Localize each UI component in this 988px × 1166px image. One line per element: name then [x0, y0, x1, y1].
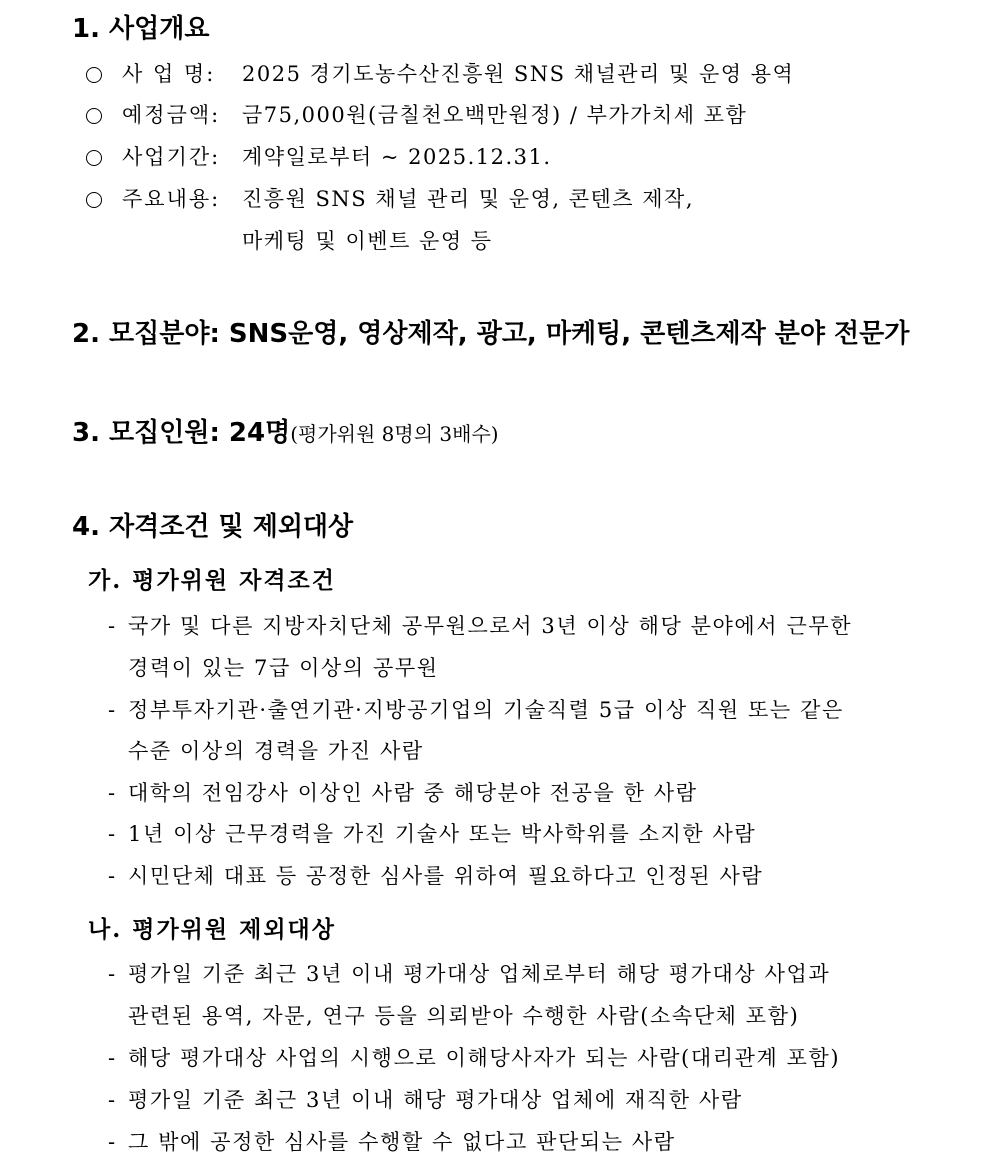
section2-heading: 2. 모집분야: SNS운영, 영상제작, 광고, 마케팅, 콘텐츠제작 분야 전문가 [72, 319, 910, 349]
dash-bullet: - [108, 864, 116, 888]
overview-value: 2025 경기도농수산진흥원 SNS 채널관리 및 운영 용역 [242, 62, 795, 86]
section4-heading: 4. 자격조건 및 제외대상 [72, 512, 354, 542]
list-item-text: 평가일 기준 최근 3년 이내 해당 평가대상 업체에 재직한 사람 [128, 1088, 743, 1112]
dash-bullet: - [108, 1088, 116, 1112]
section3-note: (평가위원 8명의 3배수) [290, 422, 499, 446]
list-item-text: 해당 평가대상 사업의 시행으로 이해당사자가 되는 사람(대리관계 포함) [128, 1046, 841, 1070]
overview-label: 주요내용: [122, 187, 221, 211]
list-item-text: 그 밖에 공정한 심사를 수행할 수 없다고 판단되는 사람 [128, 1130, 676, 1154]
list-item-text: 시민단체 대표 등 공정한 심사를 위하여 필요하다고 인정된 사람 [128, 864, 764, 888]
circle-bullet-icon [86, 67, 102, 83]
circle-bullet-icon [86, 192, 102, 208]
dash-bullet: - [108, 781, 116, 805]
list-item-text: 수준 이상의 경력을 가진 사람 [128, 739, 424, 763]
overview-label: 사 업 명: [122, 62, 216, 86]
dash-bullet: - [108, 822, 116, 846]
overview-label: 사업기간: [122, 145, 221, 169]
dash-bullet: - [108, 698, 116, 722]
overview-value: 금75,000원(금칠천오백만원정) / 부가가치세 포함 [242, 103, 748, 127]
circle-bullet-icon [86, 150, 102, 166]
subsection-a-heading: 가. 평가위원 자격조건 [88, 567, 336, 594]
list-item-text: 평가일 기준 최근 3년 이내 평가대상 업체로부터 해당 평가대상 사업과 [128, 962, 831, 986]
section1-heading: 1. 사업개요 [72, 14, 210, 44]
list-item-text: 국가 및 다른 지방자치단체 공무원으로서 3년 이상 해당 분야에서 근무한 [128, 614, 853, 638]
dash-bullet: - [108, 614, 116, 638]
list-item-text: 관련된 용역, 자문, 연구 등을 의뢰받아 수행한 사람(소속단체 포함) [128, 1004, 800, 1028]
list-item-text: 대학의 전임강사 이상인 사람 중 해당분야 전공을 한 사람 [128, 781, 698, 805]
section3-heading [72, 412, 499, 449]
section3-title: 3. 모집인원: 24명 [72, 418, 291, 448]
dash-bullet: - [108, 1046, 116, 1070]
overview-value-continued: 마케팅 및 이벤트 운영 등 [242, 229, 493, 253]
dash-bullet: - [108, 1130, 116, 1154]
circle-bullet-icon [86, 108, 102, 124]
list-item-text: 1년 이상 근무경력을 가진 기술사 또는 박사학위를 소지한 사람 [128, 822, 757, 846]
overview-value: 진흥원 SNS 채널 관리 및 운영, 콘텐츠 제작, [242, 187, 695, 211]
overview-label: 예정금액: [122, 103, 221, 127]
list-item-text: 정부투자기관·출연기관·지방공기업의 기술직렬 5급 이상 직원 또는 같은 [128, 698, 844, 722]
overview-value: 계약일로부터 ~ 2025.12.31. [242, 145, 552, 169]
subsection-b-heading: 나. 평가위원 제외대상 [88, 916, 336, 943]
dash-bullet: - [108, 962, 116, 986]
list-item-text: 경력이 있는 7급 이상의 공무원 [128, 656, 439, 680]
